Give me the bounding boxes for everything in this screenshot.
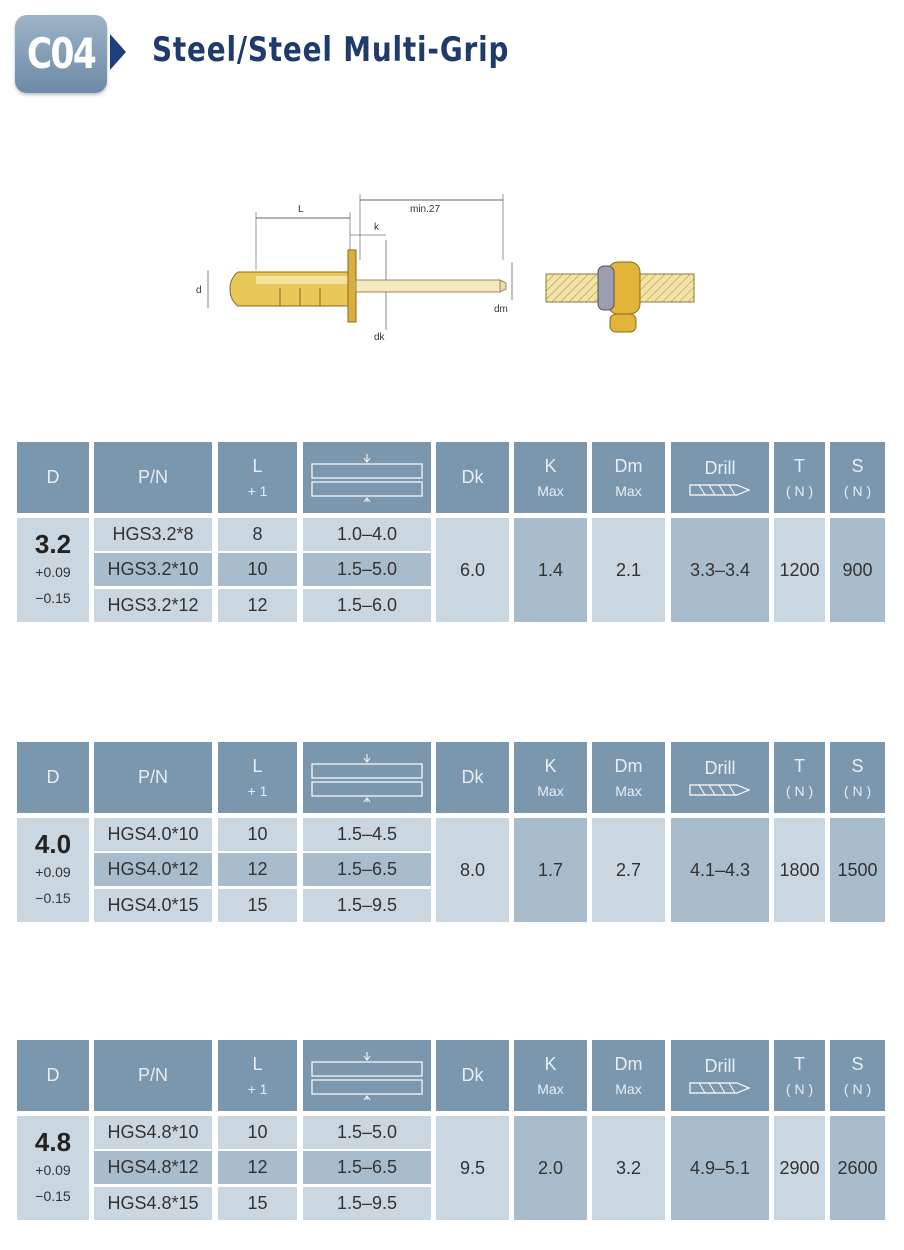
grip-cell: 1.5–5.0 — [303, 553, 431, 586]
t-cell: 1200 — [774, 518, 825, 622]
diameter-cell: 4.0 +0.09 −0.15 — [17, 818, 89, 922]
header-grip — [303, 442, 431, 513]
l-cell: 12 — [218, 589, 297, 622]
pn-cell: HGS4.0*12 — [94, 853, 212, 886]
grip-cell: 1.0–4.0 — [303, 518, 431, 551]
dk-cell: 8.0 — [436, 818, 509, 922]
drill-cell: 4.9–5.1 — [671, 1116, 769, 1220]
header-d: D — [17, 742, 89, 813]
grip-range-icon — [310, 752, 424, 804]
label-k: k — [374, 222, 379, 233]
k-cell: 1.4 — [514, 518, 587, 622]
page-title: Steel/Steel Multi-Grip — [152, 30, 510, 70]
grip-cell: 1.5–6.5 — [303, 1151, 431, 1184]
k-cell: 2.0 — [514, 1116, 587, 1220]
header-pn: P/N — [94, 442, 212, 513]
grip-range-icon — [310, 452, 424, 504]
header-dk: Dk — [436, 1040, 509, 1111]
grip-cell: 1.5–4.5 — [303, 818, 431, 851]
pn-cell: HGS3.2*10 — [94, 553, 212, 586]
grip-cell: 1.5–6.0 — [303, 589, 431, 622]
s-cell: 900 — [830, 518, 885, 622]
pn-cell: HGS3.2*8 — [94, 518, 212, 551]
drill-bit-icon — [689, 1081, 751, 1095]
header-k: K Max — [514, 742, 587, 813]
dm-cell: 3.2 — [592, 1116, 665, 1220]
chevron-right-icon — [110, 34, 126, 70]
dk-cell: 9.5 — [436, 1116, 509, 1220]
label-min: min.27 — [410, 204, 441, 215]
header-k: K Max — [514, 1040, 587, 1111]
header-drill: Drill — [671, 1040, 769, 1111]
l-cell: 10 — [218, 553, 297, 586]
l-cell: 12 — [218, 1151, 297, 1184]
l-cell: 15 — [218, 1187, 297, 1220]
drill-bit-icon — [689, 483, 751, 497]
header-pn: P/N — [94, 1040, 212, 1111]
spec-table-4-8 — [17, 1040, 885, 1220]
header-grip — [303, 1040, 431, 1111]
pn-cell: HGS4.8*10 — [94, 1116, 212, 1149]
header-dm: Dm Max — [592, 1040, 665, 1111]
label-dk: dk — [374, 332, 385, 343]
header-dk: Dk — [436, 742, 509, 813]
rivet-diagram — [190, 180, 710, 350]
header-dm: Dm Max — [592, 742, 665, 813]
grip-cell: 1.5–9.5 — [303, 889, 431, 922]
header-t: T ( N ) — [774, 442, 825, 513]
drill-bit-icon — [689, 783, 751, 797]
header-d: D — [17, 1040, 89, 1111]
grip-cell: 1.5–6.5 — [303, 853, 431, 886]
s-cell: 1500 — [830, 818, 885, 922]
l-cell: 8 — [218, 518, 297, 551]
dm-cell: 2.7 — [592, 818, 665, 922]
header-grip — [303, 742, 431, 813]
header-t: T ( N ) — [774, 742, 825, 813]
grip-cell: 1.5–9.5 — [303, 1187, 431, 1220]
section-code: C04 — [26, 29, 96, 78]
header-s: S ( N ) — [830, 1040, 885, 1111]
grip-cell: 1.5–5.0 — [303, 1116, 431, 1149]
t-cell: 1800 — [774, 818, 825, 922]
header-t: T ( N ) — [774, 1040, 825, 1111]
header-d: D — [17, 442, 89, 513]
t-cell: 2900 — [774, 1116, 825, 1220]
header-k: K Max — [514, 442, 587, 513]
l-cell: 12 — [218, 853, 297, 886]
pn-cell: HGS4.0*15 — [94, 889, 212, 922]
dk-cell: 6.0 — [436, 518, 509, 622]
label-dm: dm — [494, 304, 508, 315]
header-s: S ( N ) — [830, 442, 885, 513]
l-cell: 10 — [218, 818, 297, 851]
grip-range-icon — [310, 1050, 424, 1102]
header-drill: Drill — [671, 442, 769, 513]
drill-cell: 3.3–3.4 — [671, 518, 769, 622]
header-dk: Dk — [436, 442, 509, 513]
pn-cell: HGS4.8*15 — [94, 1187, 212, 1220]
spec-table-3-2 — [17, 442, 885, 622]
pn-cell: HGS4.8*12 — [94, 1151, 212, 1184]
label-l: L — [298, 204, 304, 215]
dm-cell: 2.1 — [592, 518, 665, 622]
header-l: L + 1 — [218, 742, 297, 813]
header-l: L + 1 — [218, 442, 297, 513]
l-cell: 15 — [218, 889, 297, 922]
k-cell: 1.7 — [514, 818, 587, 922]
pn-cell: HGS3.2*12 — [94, 589, 212, 622]
header-pn: P/N — [94, 742, 212, 813]
header-drill: Drill — [671, 742, 769, 813]
s-cell: 2600 — [830, 1116, 885, 1220]
diameter-cell: 3.2 +0.09 −0.15 — [17, 518, 89, 622]
header-s: S ( N ) — [830, 742, 885, 813]
header-l: L + 1 — [218, 1040, 297, 1111]
section-badge — [15, 15, 107, 93]
diameter-cell: 4.8 +0.09 −0.15 — [17, 1116, 89, 1220]
pn-cell: HGS4.0*10 — [94, 818, 212, 851]
label-d: d — [196, 285, 202, 296]
spec-table-4-0 — [17, 742, 885, 922]
header-dm: Dm Max — [592, 442, 665, 513]
drill-cell: 4.1–4.3 — [671, 818, 769, 922]
l-cell: 10 — [218, 1116, 297, 1149]
